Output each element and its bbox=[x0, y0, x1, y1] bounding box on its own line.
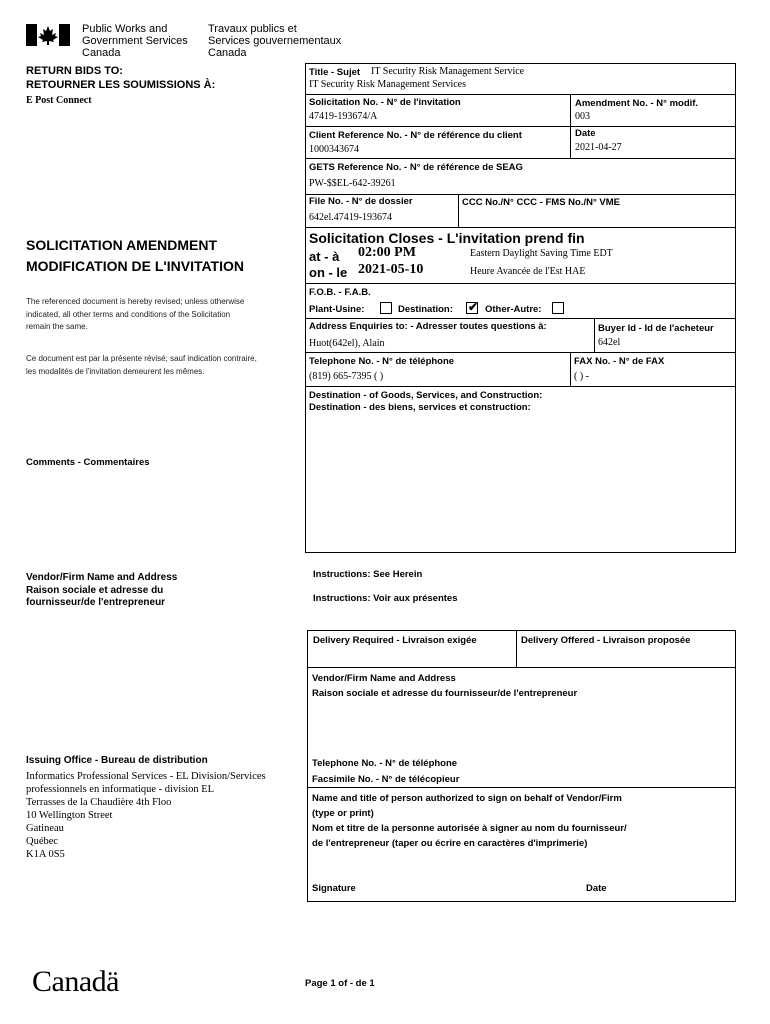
date-label: Date bbox=[575, 128, 596, 139]
vendor-firm-name-fr: Raison sociale et adresse du fournisseur/de l'entrepreneur bbox=[312, 688, 578, 699]
client-reference-value: 1000343674 bbox=[309, 144, 359, 155]
address-line: K1A 0S5 bbox=[26, 849, 65, 860]
other-autre-label: Other-Autre: bbox=[485, 304, 542, 315]
comments-label: Comments - Commentaires bbox=[26, 457, 150, 468]
address-line: Québec bbox=[26, 836, 59, 847]
notice-line: les modalités de l'invitation demeurent les mêmes. bbox=[26, 366, 205, 376]
vendor-line: Raison sociale et adresse du bbox=[26, 584, 164, 596]
dept-en-line: Public Works and bbox=[82, 23, 168, 35]
notice-line: remain the same. bbox=[26, 322, 88, 331]
buyer-id-value: 642el bbox=[598, 337, 621, 348]
closing-time-value: 02:00 PM bbox=[358, 245, 416, 260]
vendor-telephone-label: Telephone No. - N° de téléphone bbox=[312, 758, 458, 769]
address-line: Terrasses de la Chaudière 4th Floo bbox=[26, 797, 172, 808]
instructions-en: Instructions: See Herein bbox=[313, 569, 423, 580]
notice-line: Ce document est par la présente révisé; sauf indication contraire, bbox=[26, 354, 257, 363]
vendor-facsimile-label: Facsimile No. - N° de télécopieur bbox=[312, 774, 460, 785]
vendor-firm-name-en: Vendor/Firm Name and Address bbox=[312, 673, 456, 684]
signature-label: Signature bbox=[312, 883, 356, 894]
address-line: professionnels en informatique - division EL bbox=[26, 784, 215, 795]
instructions-fr: Instructions: Voir aux présentes bbox=[313, 593, 458, 604]
gets-reference-label: GETS Reference No. - N° de référence de SEAG bbox=[309, 162, 523, 173]
solicitation-closes-title: Solicitation Closes - L'invitation prend fin bbox=[309, 230, 585, 246]
title-value-2: IT Security Risk Management Services bbox=[309, 79, 467, 90]
date-value: 2021-04-27 bbox=[575, 142, 622, 153]
department-name-english bbox=[82, 23, 188, 59]
fax-label: FAX No. - N° de FAX bbox=[574, 356, 665, 367]
signature-date-label: Date bbox=[586, 883, 607, 894]
amendment-title-fr: MODIFICATION DE L'INVITATION bbox=[26, 258, 244, 274]
destination-goods-en: Destination - of Goods, Services, and Construction: bbox=[309, 390, 543, 401]
return-bids-en: RETURN BIDS TO: bbox=[26, 65, 123, 77]
fax-value: ( ) - bbox=[574, 371, 589, 382]
dept-fr-line: Canada bbox=[208, 47, 247, 59]
fob-label: F.O.B. - F.A.B. bbox=[309, 287, 371, 298]
title-value: IT Security Risk Management Service bbox=[371, 66, 525, 77]
checkmark-icon: ✔ bbox=[468, 300, 479, 314]
plant-usine-label: Plant-Usine: bbox=[309, 304, 365, 315]
ccc-no-label: CCC No./N° CCC - FMS No./N° VME bbox=[462, 197, 621, 208]
return-bids-fr: RETOURNER LES SOUMISSIONS À: bbox=[26, 79, 216, 91]
notice-line: indicated, all other terms and conditions of the Solicitation bbox=[26, 309, 231, 319]
client-reference-label: Client Reference No. - N° de référence du client bbox=[309, 130, 522, 141]
authorized-line: Nom et titre de la personne autorisée à signer au nom du fournisseur/ bbox=[312, 823, 627, 834]
address-enquiries-label: Address Enquiries to: - Adresser toutes questions à: bbox=[309, 321, 547, 332]
buyer-id-label: Buyer Id - Id de l'acheteur bbox=[598, 323, 714, 334]
solicitation-no-label: Solicitation No. - N° de l'invitation bbox=[309, 97, 461, 108]
timezone-fr: Heure Avancée de l'Est HAE bbox=[470, 266, 586, 277]
telephone-label: Telephone No. - N° de téléphone bbox=[309, 356, 455, 367]
title-label: Title - Sujet bbox=[309, 67, 361, 78]
authorized-line: de l'entrepreneur (taper ou écrire en caractères d'imprimerie) bbox=[312, 838, 588, 849]
closing-time-label: at - à bbox=[309, 249, 340, 264]
notice-line: The referenced document is hereby revised; unless otherwise bbox=[26, 297, 245, 306]
solicitation-no-value: 47419-193674/A bbox=[309, 111, 378, 122]
vendor-line: Vendor/Firm Name and Address bbox=[26, 572, 178, 583]
closing-date-value: 2021-05-10 bbox=[358, 262, 424, 277]
amendment-no-label: Amendment No. - N° modif. bbox=[575, 98, 699, 109]
issuing-office-address bbox=[26, 770, 266, 861]
authorized-line: (type or print) bbox=[312, 808, 374, 819]
page-number: Page 1 of - de 1 bbox=[305, 978, 375, 989]
return-to-address: E Post Connect bbox=[26, 95, 92, 106]
destination-label: Destination: bbox=[398, 304, 453, 315]
dept-en-line: Government Services bbox=[82, 35, 188, 47]
plant-usine-checkbox[interactable] bbox=[380, 302, 392, 314]
revision-notice-en bbox=[26, 296, 244, 334]
timezone-en: Eastern Daylight Saving Time EDT bbox=[470, 248, 613, 259]
file-no-value: 642el.47419-193674 bbox=[309, 212, 393, 223]
delivery-required-label: Delivery Required - Livraison exigée bbox=[313, 635, 477, 646]
address-line: Informatics Professional Services - EL Division/Services bbox=[26, 771, 266, 782]
address-line: 10 Wellington Street bbox=[26, 810, 113, 821]
gets-reference-value: PW-$$EL-642-39261 bbox=[309, 178, 396, 189]
canada-wordmark: Canadä bbox=[32, 965, 119, 998]
vendor-firm-label bbox=[26, 572, 177, 610]
amendment-title-en: SOLICITATION AMENDMENT bbox=[26, 237, 218, 253]
telephone-value: (819) 665-7395 ( ) bbox=[309, 371, 384, 382]
address-enquiries-value: Huot(642el), Alain bbox=[309, 338, 385, 349]
authorized-person-label bbox=[312, 791, 627, 851]
delivery-offered-label: Delivery Offered - Livraison proposée bbox=[521, 635, 691, 646]
amendment-no-value: 003 bbox=[575, 111, 590, 122]
authorized-line: Name and title of person authorized to sign on behalf of Vendor/Firm bbox=[312, 793, 622, 804]
file-no-label: File No. - N° de dossier bbox=[309, 196, 413, 207]
revision-notice-fr bbox=[26, 353, 257, 378]
government-flag-logo bbox=[26, 24, 70, 46]
issuing-office-label: Issuing Office - Bureau de distribution bbox=[26, 755, 208, 766]
address-line: Gatineau bbox=[26, 823, 64, 834]
dept-fr-line: Travaux publics et bbox=[208, 23, 297, 35]
dept-fr-line: Services gouvernementaux bbox=[208, 35, 342, 47]
dept-en-line: Canada bbox=[82, 47, 121, 59]
vendor-line: fournisseur/de l'entrepreneur bbox=[26, 597, 166, 608]
department-name-french bbox=[208, 23, 341, 59]
destination-checkbox[interactable] bbox=[466, 302, 478, 314]
other-autre-checkbox[interactable] bbox=[552, 302, 564, 314]
destination-goods-fr: Destination - des biens, services et construction: bbox=[309, 402, 531, 413]
closing-date-label: on - le bbox=[309, 265, 348, 280]
